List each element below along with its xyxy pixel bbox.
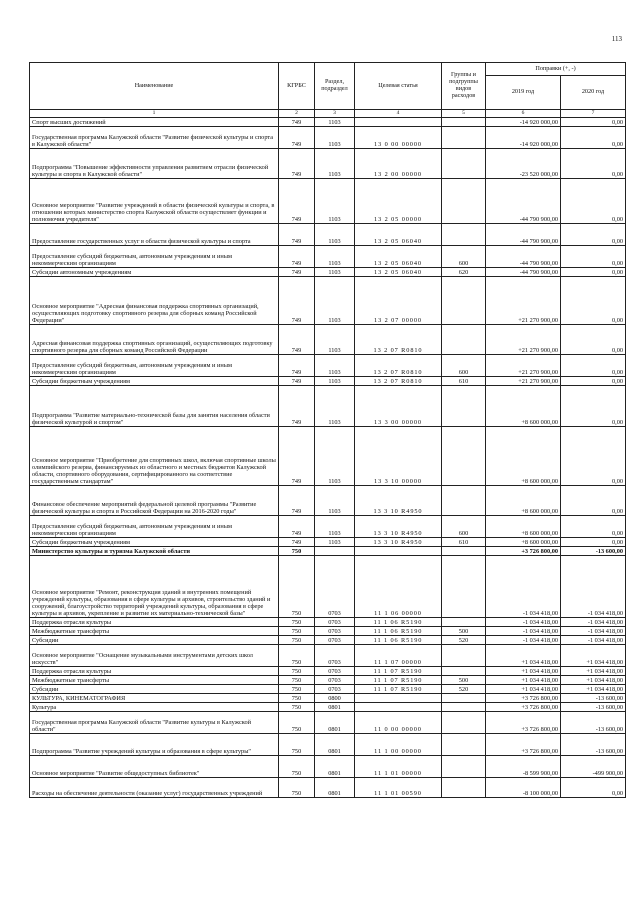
row-kgrbs: 750	[279, 645, 315, 667]
row-kgrbs: 749	[279, 516, 315, 538]
row-kgrbs: 749	[279, 538, 315, 547]
row-name: Предоставление субсидий бюджетным, автономным учреждениям и иным некоммерческим организациям	[30, 516, 279, 538]
table-body	[30, 118, 626, 798]
row-name: Межбюджетные трансферты	[30, 676, 279, 685]
row-target: 13 3 10 R4950	[355, 486, 442, 516]
row-expense-group	[442, 224, 486, 246]
row-target: 13 3 00 00000	[355, 386, 442, 427]
row-kgrbs: 749	[279, 386, 315, 427]
row-target: 13 2 07 R0810	[355, 325, 442, 355]
row-expense-group	[442, 694, 486, 703]
row-razdel: 1103	[315, 325, 355, 355]
row-expense-group: 600	[442, 355, 486, 377]
row-amount-2020: 0,00	[561, 377, 626, 386]
row-amount-2019: +21 270 900,00	[486, 377, 561, 386]
row-amount-2020: -1 034 418,00	[561, 627, 626, 636]
row-kgrbs: 750	[279, 703, 315, 712]
row-amount-2020: +1 034 418,00	[561, 667, 626, 676]
table-row	[30, 645, 626, 667]
row-expense-group	[442, 149, 486, 179]
column-number-row	[30, 110, 626, 118]
row-expense-group	[442, 386, 486, 427]
row-kgrbs: 749	[279, 277, 315, 325]
table-row	[30, 685, 626, 694]
row-amount-2020: +1 034 418,00	[561, 676, 626, 685]
row-razdel: 1103	[315, 516, 355, 538]
row-name: Подпрограмма "Повышение эффективности управления развитием отрасли физической культуры и спорта в Калужской области"	[30, 149, 279, 179]
row-name: Расходы на обеспечение деятельности (оказание услуг) государственных учреждений	[30, 778, 279, 798]
row-amount-2020: 0,00	[561, 118, 626, 127]
row-expense-group	[442, 645, 486, 667]
row-expense-group	[442, 547, 486, 556]
row-name: Субсидии автономным учреждениям	[30, 268, 279, 277]
row-target: 13 3 10 R4950	[355, 516, 442, 538]
column-number: 4	[355, 110, 442, 118]
row-name: Предоставление субсидий бюджетным, автономным учреждениям и иным некоммерческим организациям	[30, 355, 279, 377]
table-row	[30, 386, 626, 427]
row-kgrbs: 750	[279, 694, 315, 703]
row-razdel: 1103	[315, 277, 355, 325]
row-amount-2020: -13 600,00	[561, 734, 626, 756]
row-amount-2019: -1 034 418,00	[486, 556, 561, 618]
row-name: Основное мероприятие "Ремонт, реконструкция зданий и внутренних помещений учреждений культуры, образования в сфере культуры и архивов, строительство зданий и сооружений, благоустройство территорий учреждений культуры, образования в сфере культуры и архивов, укрепление и развитие их материально-технической базы"	[30, 556, 279, 618]
row-kgrbs: 750	[279, 556, 315, 618]
row-name: Субсидии бюджетным учреждениям	[30, 538, 279, 547]
row-razdel: 1103	[315, 224, 355, 246]
row-expense-group: 600	[442, 246, 486, 268]
row-expense-group	[442, 618, 486, 627]
row-target: 13 2 05 06040	[355, 224, 442, 246]
row-expense-group: 610	[442, 377, 486, 386]
row-kgrbs: 749	[279, 355, 315, 377]
table-row	[30, 556, 626, 618]
row-name: Спорт высших достижений	[30, 118, 279, 127]
row-kgrbs: 749	[279, 268, 315, 277]
row-amount-2020: +1 034 418,00	[561, 645, 626, 667]
row-expense-group: 600	[442, 516, 486, 538]
column-number: 1	[30, 110, 279, 118]
row-name: Подпрограмма "Развитие учреждений культуры и образования в сфере культуры"	[30, 734, 279, 756]
row-amount-2020: 0,00	[561, 179, 626, 224]
row-razdel: 1103	[315, 486, 355, 516]
row-target: 11 1 01 00000	[355, 756, 442, 778]
table-row	[30, 246, 626, 268]
row-kgrbs: 750	[279, 756, 315, 778]
row-razdel: 0703	[315, 556, 355, 618]
row-expense-group	[442, 703, 486, 712]
table-row	[30, 325, 626, 355]
row-amount-2019: -14 920 000,00	[486, 127, 561, 149]
row-amount-2019: +21 270 900,00	[486, 325, 561, 355]
row-expense-group	[442, 427, 486, 486]
row-kgrbs: 750	[279, 712, 315, 734]
row-target: 13 3 10 R4950	[355, 538, 442, 547]
row-expense-group: 610	[442, 538, 486, 547]
row-expense-group	[442, 778, 486, 798]
row-amount-2019: +3 726 800,00	[486, 712, 561, 734]
row-amount-2020: 0,00	[561, 277, 626, 325]
row-expense-group: 620	[442, 268, 486, 277]
row-amount-2020: 0,00	[561, 355, 626, 377]
table-row	[30, 627, 626, 636]
table-row	[30, 427, 626, 486]
row-name: Государственная программа Калужской области "Развитие физической культуры и спорта в Калужской области"	[30, 127, 279, 149]
column-number: 3	[315, 110, 355, 118]
row-amount-2019: +3 726 800,00	[486, 547, 561, 556]
row-razdel: 0703	[315, 636, 355, 645]
row-kgrbs: 749	[279, 377, 315, 386]
table-row	[30, 179, 626, 224]
row-kgrbs: 750	[279, 676, 315, 685]
row-amount-2019: +1 034 418,00	[486, 667, 561, 676]
row-expense-group	[442, 179, 486, 224]
row-expense-group: 520	[442, 685, 486, 694]
row-name: Государственная программа Калужской области "Развитие культуры в Калужской области"	[30, 712, 279, 734]
header-2019: 2019 год	[486, 76, 561, 110]
row-target: 13 2 07 00000	[355, 277, 442, 325]
row-razdel: 0801	[315, 756, 355, 778]
row-expense-group: 500	[442, 676, 486, 685]
table-header	[30, 63, 626, 118]
row-target: 11 1 00 00000	[355, 734, 442, 756]
row-target	[355, 118, 442, 127]
row-razdel: 1103	[315, 386, 355, 427]
row-target: 13 2 07 R0810	[355, 377, 442, 386]
header-target: Целевая статья	[355, 63, 442, 110]
table-row	[30, 636, 626, 645]
row-amount-2020: 0,00	[561, 386, 626, 427]
row-name: Поддержка отрасли культуры	[30, 618, 279, 627]
row-amount-2019: -23 520 000,00	[486, 149, 561, 179]
row-amount-2019: +8 600 000,00	[486, 516, 561, 538]
row-target: 11 0 00 00000	[355, 712, 442, 734]
row-razdel: 0801	[315, 778, 355, 798]
row-razdel: 0801	[315, 734, 355, 756]
row-target: 13 2 07 R0810	[355, 355, 442, 377]
row-amount-2020: 0,00	[561, 268, 626, 277]
row-razdel: 1103	[315, 246, 355, 268]
table-row	[30, 778, 626, 798]
row-amount-2020: 0,00	[561, 486, 626, 516]
table-row	[30, 224, 626, 246]
table-row	[30, 538, 626, 547]
row-kgrbs: 750	[279, 618, 315, 627]
header-razdel: Раздел, подраздел	[315, 63, 355, 110]
row-razdel: 1103	[315, 149, 355, 179]
row-kgrbs: 749	[279, 149, 315, 179]
row-kgrbs: 750	[279, 667, 315, 676]
row-target: 13 3 10 00000	[355, 427, 442, 486]
table-row	[30, 118, 626, 127]
row-razdel	[315, 547, 355, 556]
row-target: 11 1 06 R5190	[355, 627, 442, 636]
row-expense-group	[442, 486, 486, 516]
column-number: 5	[442, 110, 486, 118]
row-amount-2019: +1 034 418,00	[486, 685, 561, 694]
row-target: 11 1 07 00000	[355, 645, 442, 667]
row-target: 13 0 00 00000	[355, 127, 442, 149]
table-row	[30, 268, 626, 277]
row-amount-2019: -44 790 900,00	[486, 179, 561, 224]
row-amount-2020: 0,00	[561, 149, 626, 179]
row-name: Субсидии	[30, 636, 279, 645]
row-kgrbs: 749	[279, 486, 315, 516]
row-kgrbs: 749	[279, 127, 315, 149]
row-amount-2020: 0,00	[561, 224, 626, 246]
row-amount-2020: 0,00	[561, 246, 626, 268]
row-razdel: 1103	[315, 118, 355, 127]
row-razdel: 1103	[315, 127, 355, 149]
row-razdel: 1103	[315, 427, 355, 486]
row-amount-2019: -1 034 418,00	[486, 627, 561, 636]
row-amount-2019: -44 790 900,00	[486, 268, 561, 277]
row-kgrbs: 750	[279, 734, 315, 756]
row-expense-group: 500	[442, 627, 486, 636]
row-expense-group	[442, 734, 486, 756]
row-amount-2019: +8 600 000,00	[486, 486, 561, 516]
row-name: КУЛЬТУРА, КИНЕМАТОГРАФИЯ	[30, 694, 279, 703]
row-amount-2020: 0,00	[561, 427, 626, 486]
row-name: Финансовое обеспечение мероприятий федеральной целевой программы "Развитие физической культуры и спорта в Российской Федерации на 2016-2020 годы"	[30, 486, 279, 516]
row-razdel: 1103	[315, 355, 355, 377]
row-name: Министерство культуры и туризма Калужской области	[30, 547, 279, 556]
row-amount-2019: -44 790 900,00	[486, 246, 561, 268]
row-razdel: 1103	[315, 538, 355, 547]
row-name: Основное мероприятие "Развитие учреждений в области физической культуры и спорта, в отношении которых министерство спорта Калужской области осуществляет функции и полномочия учредителя"	[30, 179, 279, 224]
header-2020: 2020 год	[561, 76, 626, 110]
row-name: Адресная финансовая поддержка спортивных организаций, осуществляющих подготовку спортивного резерва для сборных команд Российской Федерации	[30, 325, 279, 355]
row-razdel: 0801	[315, 712, 355, 734]
row-target	[355, 694, 442, 703]
row-amount-2020: 0,00	[561, 516, 626, 538]
table-row	[30, 703, 626, 712]
row-target: 11 1 01 00590	[355, 778, 442, 798]
row-target: 11 1 07 R5190	[355, 676, 442, 685]
row-razdel: 0703	[315, 618, 355, 627]
row-amount-2019: +3 726 800,00	[486, 694, 561, 703]
row-amount-2019: +21 270 900,00	[486, 277, 561, 325]
row-kgrbs: 750	[279, 685, 315, 694]
row-amount-2020: -13 600,00	[561, 703, 626, 712]
row-kgrbs: 749	[279, 246, 315, 268]
row-kgrbs: 749	[279, 427, 315, 486]
row-amount-2019: +1 034 418,00	[486, 645, 561, 667]
row-name: Основное мероприятие "Адресная финансовая поддержка спортивных организаций, осуществляющих подготовку спортивного резерва для сборных команд Российской Федерации"	[30, 277, 279, 325]
table-row	[30, 377, 626, 386]
row-amount-2019: +8 600 000,00	[486, 427, 561, 486]
row-amount-2020: -13 600,00	[561, 547, 626, 556]
row-amount-2019: -1 034 418,00	[486, 636, 561, 645]
row-amount-2019: -8 599 900,00	[486, 756, 561, 778]
row-kgrbs: 749	[279, 325, 315, 355]
table-row	[30, 127, 626, 149]
row-amount-2019: -14 920 000,00	[486, 118, 561, 127]
row-razdel: 0801	[315, 703, 355, 712]
table-row	[30, 277, 626, 325]
row-target: 11 1 06 00000	[355, 556, 442, 618]
header-kgrbs: КГРБС	[279, 63, 315, 110]
column-number: 2	[279, 110, 315, 118]
row-kgrbs: 750	[279, 547, 315, 556]
row-kgrbs: 749	[279, 118, 315, 127]
row-amount-2020: 0,00	[561, 538, 626, 547]
budget-amendments-table	[29, 62, 626, 798]
row-target: 11 1 06 R5190	[355, 618, 442, 627]
row-kgrbs: 749	[279, 224, 315, 246]
row-razdel: 0703	[315, 676, 355, 685]
row-amount-2019: -44 790 900,00	[486, 224, 561, 246]
row-razdel: 1103	[315, 377, 355, 386]
row-amount-2019: +3 726 800,00	[486, 734, 561, 756]
row-expense-group	[442, 756, 486, 778]
row-amount-2019: +21 270 900,00	[486, 355, 561, 377]
table-row	[30, 355, 626, 377]
row-razdel: 0703	[315, 667, 355, 676]
row-razdel: 0703	[315, 685, 355, 694]
table-row	[30, 712, 626, 734]
row-razdel: 0703	[315, 645, 355, 667]
table-row	[30, 676, 626, 685]
row-target: 11 1 07 R5190	[355, 667, 442, 676]
row-amount-2019: -8 100 000,00	[486, 778, 561, 798]
row-amount-2020: 0,00	[561, 127, 626, 149]
row-amount-2020: -1 034 418,00	[561, 556, 626, 618]
row-target: 13 2 00 00000	[355, 149, 442, 179]
row-expense-group	[442, 118, 486, 127]
header-groups: Группы и подгруппы видов расходов	[442, 63, 486, 110]
row-amount-2019: +3 726 800,00	[486, 703, 561, 712]
row-amount-2020: -499 900,00	[561, 756, 626, 778]
row-name: Предоставление государственных услуг в области физической культуры и спорта	[30, 224, 279, 246]
row-expense-group	[442, 127, 486, 149]
row-expense-group	[442, 667, 486, 676]
row-name: Основное мероприятие "Оснащение музыкальными инструментами детских школ искусств"	[30, 645, 279, 667]
row-amount-2020: 0,00	[561, 325, 626, 355]
row-target: 13 2 05 06040	[355, 268, 442, 277]
table-row	[30, 694, 626, 703]
row-amount-2019: +1 034 418,00	[486, 676, 561, 685]
row-amount-2020: -1 034 418,00	[561, 636, 626, 645]
table-row	[30, 756, 626, 778]
row-target: 11 1 07 R5190	[355, 685, 442, 694]
row-name: Субсидии бюджетным учреждениям	[30, 377, 279, 386]
row-name: Культура	[30, 703, 279, 712]
row-amount-2019: +8 600 000,00	[486, 538, 561, 547]
row-kgrbs: 750	[279, 778, 315, 798]
header-corrections: Поправки (+, -)	[486, 63, 626, 76]
row-name: Подпрограмма "Развитие материально-технической базы для занятия населения области физической культурой и спортом"	[30, 386, 279, 427]
row-name: Основное мероприятие "Приобретение для спортивных школ, включая спортивные школы олимпийского резерва, финансируемых из областного и местных бюджетов Калужской области, спортивного оборудования, сертифицированного на соответствие государственным стандартам"	[30, 427, 279, 486]
row-target	[355, 703, 442, 712]
row-expense-group	[442, 712, 486, 734]
row-target: 13 2 05 00000	[355, 179, 442, 224]
table-row	[30, 516, 626, 538]
table-row	[30, 618, 626, 627]
column-number: 6	[486, 110, 561, 118]
table-row	[30, 547, 626, 556]
row-kgrbs: 750	[279, 627, 315, 636]
column-number: 7	[561, 110, 626, 118]
table-row	[30, 149, 626, 179]
row-name: Межбюджетные трансферты	[30, 627, 279, 636]
row-name: Субсидии	[30, 685, 279, 694]
row-amount-2019: +8 600 000,00	[486, 386, 561, 427]
row-target: 11 1 06 R5190	[355, 636, 442, 645]
table-row	[30, 486, 626, 516]
row-kgrbs: 749	[279, 179, 315, 224]
row-amount-2020: -13 600,00	[561, 694, 626, 703]
row-amount-2020: -1 034 418,00	[561, 618, 626, 627]
row-expense-group: 520	[442, 636, 486, 645]
row-expense-group	[442, 556, 486, 618]
row-expense-group	[442, 277, 486, 325]
table-row	[30, 734, 626, 756]
row-amount-2020: 0,00	[561, 778, 626, 798]
row-amount-2020: -13 600,00	[561, 712, 626, 734]
row-amount-2020: +1 034 418,00	[561, 685, 626, 694]
row-target: 13 2 05 06040	[355, 246, 442, 268]
header-name: Наименование	[30, 63, 279, 110]
table-row	[30, 667, 626, 676]
row-name: Поддержка отрасли культуры	[30, 667, 279, 676]
row-kgrbs: 750	[279, 636, 315, 645]
row-amount-2019: -1 034 418,00	[486, 618, 561, 627]
row-name: Предоставление субсидий бюджетным, автономным учреждениям и иным некоммерческим организациям	[30, 246, 279, 268]
row-name: Основное мероприятие "Развитие общедоступных библиотек"	[30, 756, 279, 778]
row-expense-group	[442, 325, 486, 355]
row-razdel: 1103	[315, 179, 355, 224]
row-razdel: 0703	[315, 627, 355, 636]
row-razdel: 0800	[315, 694, 355, 703]
page-number: 113	[611, 35, 622, 43]
row-target	[355, 547, 442, 556]
row-razdel: 1103	[315, 268, 355, 277]
